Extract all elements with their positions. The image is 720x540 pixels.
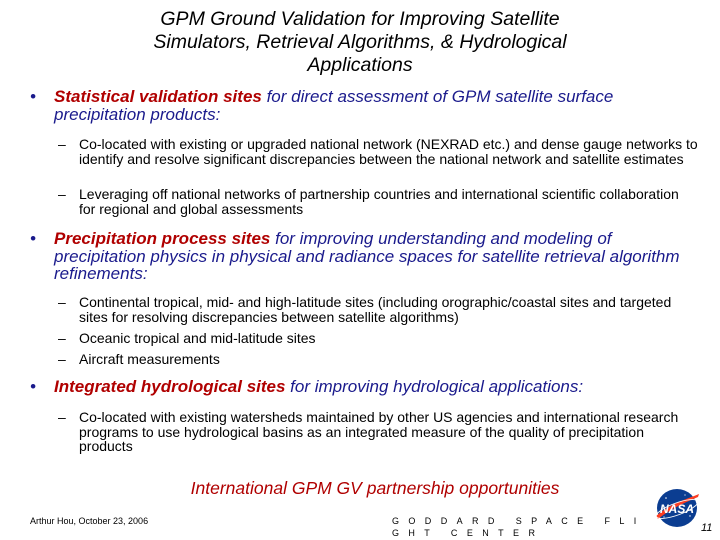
- subitem-text: Co-located with existing watersheds maintained by other US agencies and international research programs to use hydrological basins as an integrated measure of the quality of precipitation products: [79, 409, 679, 454]
- title-line-1: GPM Ground Validation for Improving Satellite: [160, 8, 560, 30]
- bullet-text: for direct assessment of GPM satellite surface precipitation products:: [54, 87, 614, 124]
- subitem: [58, 137, 698, 166]
- subitem: [58, 295, 698, 324]
- subitem-text: Oceanic tropical and mid-latitude sites: [79, 330, 316, 346]
- bullet-highlight: Integrated hydrological sites: [54, 377, 286, 396]
- nasa-logo-icon: [652, 486, 702, 530]
- bullet-precipitation-process: [30, 230, 690, 283]
- title-line-3: Applications: [307, 54, 413, 76]
- bullet-statistical-validation: [30, 88, 690, 123]
- bullet-marker: •: [30, 377, 36, 396]
- page-number: 11: [701, 522, 713, 534]
- bullet-text: for improving hydrological applications:: [285, 377, 584, 396]
- bullet-integrated-hydrological: [30, 378, 690, 396]
- bullet-highlight: Precipitation process sites: [54, 229, 271, 248]
- footer-center-name: GODDARD SPACE FLIGHT CENTER: [392, 516, 646, 538]
- subitem-text: Continental tropical, mid- and high-latitude sites (including orographic/coastal sites and targeted sites for resolving discrepancies between satellite algorithms): [79, 294, 672, 325]
- bullet-text: for improving understanding and modeling of precipitation physics in physical and radiance spaces for satellite retrieval algorithm refinements:: [54, 229, 680, 283]
- subitem: [58, 410, 698, 454]
- title-line-2: Simulators, Retrieval Algorithms, & Hydrological: [153, 31, 567, 53]
- subitem-text: Aircraft measurements: [79, 351, 220, 367]
- dash-marker: –: [58, 294, 66, 310]
- subitem-text: Co-located with existing or upgraded national network (NEXRAD etc.) and dense gauge networks to identify and resolve significant discrepancies between the national network and satellite estimates: [79, 136, 698, 167]
- subitem-text: Leveraging off national networks of partnership countries and international scientific collaboration for regional and global assessments: [79, 186, 679, 217]
- dash-marker: –: [58, 409, 66, 425]
- partnership-caption: International GPM GV partnership opportunities: [190, 478, 560, 498]
- dash-marker: –: [58, 136, 66, 152]
- footer-author: Arthur Hou, October 23, 2006: [30, 516, 149, 526]
- subitem: [58, 331, 698, 346]
- dash-marker: –: [58, 186, 66, 202]
- bullet-marker: •: [30, 229, 36, 248]
- bullet-highlight: Statistical validation sites: [54, 87, 262, 106]
- dash-marker: –: [58, 330, 66, 346]
- slide-title: [60, 8, 660, 77]
- logo-wordmark: NASA: [659, 502, 695, 516]
- subitem: [58, 352, 698, 367]
- bullet-marker: •: [30, 87, 36, 106]
- dash-marker: –: [58, 351, 66, 367]
- subitem: [58, 187, 698, 216]
